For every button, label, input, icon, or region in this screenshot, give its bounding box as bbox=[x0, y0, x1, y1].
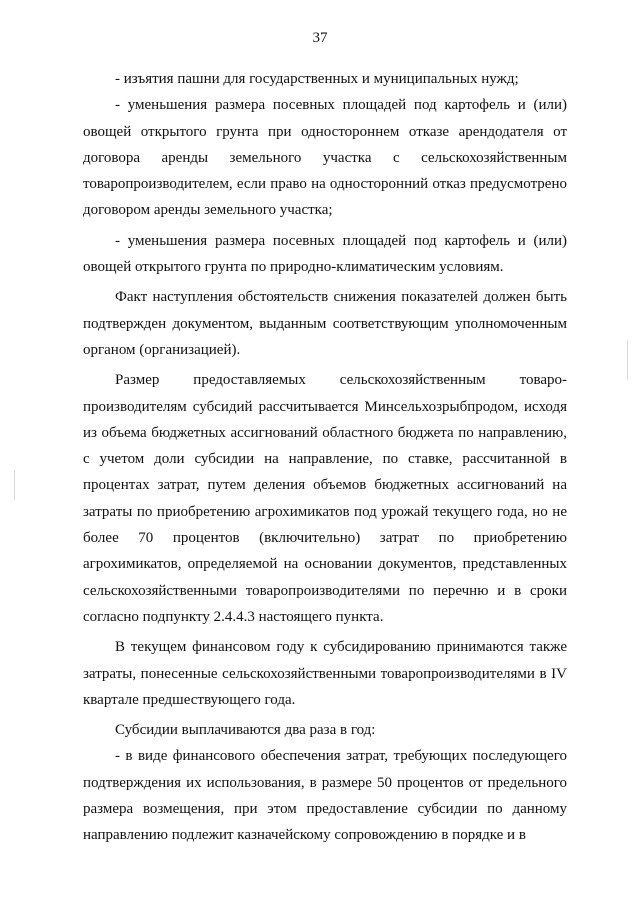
paragraph-list-item: - уменьшения размера посевных площадей под картофель и (или) овощей открытого грунта по природно-климатическим условиям. bbox=[83, 232, 567, 276]
paragraph: Размер предоставляемых сельскохозяйственным товаро-производителям субсидий рассчитывается Минсельхозрыбпродом, исходя из объема бюджетных ассигнований областного бюджета по направлению, с учетом доли субсидии на направление, по ставке, рассчитанной в процентах затрат, путем деления объемов бюджетных ассигнований на затраты по приобретению агрохимикатов под урожай текущего года, но не более 70 процентов (включительно) затрат по приобретению агрохимикатов, определяемой на основании документов, представленных сельскохозяйственными товаропроизводителями по перечню и в сроки согласно подпункту 2.4.4.3 настоящего пункта. bbox=[83, 372, 567, 625]
scan-margin-mark bbox=[627, 340, 628, 380]
paragraph-list-item: - уменьшения размера посевных площадей под картофель и (или) овощей открытого грунта при одностороннем отказе арендодателя от договора аренды земельного участка с сельскохозяйственным товаропроизводителем, если право на односторонний отказ предусмотрено договором аренды земельного участка; bbox=[83, 97, 567, 219]
paragraph: Факт наступления обстоятельств снижения показателей должен быть подтвержден документом, выданным соответствующим уполномоченным органом (организацией). bbox=[83, 289, 567, 358]
scan-margin-mark bbox=[14, 470, 15, 500]
document-body bbox=[83, 66, 567, 853]
page-number: 37 bbox=[312, 30, 328, 46]
paragraph: В текущем финансовом году к субсидированию принимаются также затраты, понесенные сельскохозяйственными товаропроизводителями в IV квартале предшествующего года. bbox=[83, 639, 567, 708]
paragraph-list-item: - в виде финансового обеспечения затрат, требующих последующего подтверждения их использования, в размере 50 процентов от предельного размера возмещения, при этом предоставление субсидии по данному направлению подлежит казначейскому сопровождению в порядке и в bbox=[83, 748, 567, 844]
paragraph: Субсидии выплачиваются два раза в год: bbox=[115, 722, 376, 739]
paragraph-list-item: - изъятия пашни для государственных и муниципальных нужд; bbox=[115, 71, 519, 87]
